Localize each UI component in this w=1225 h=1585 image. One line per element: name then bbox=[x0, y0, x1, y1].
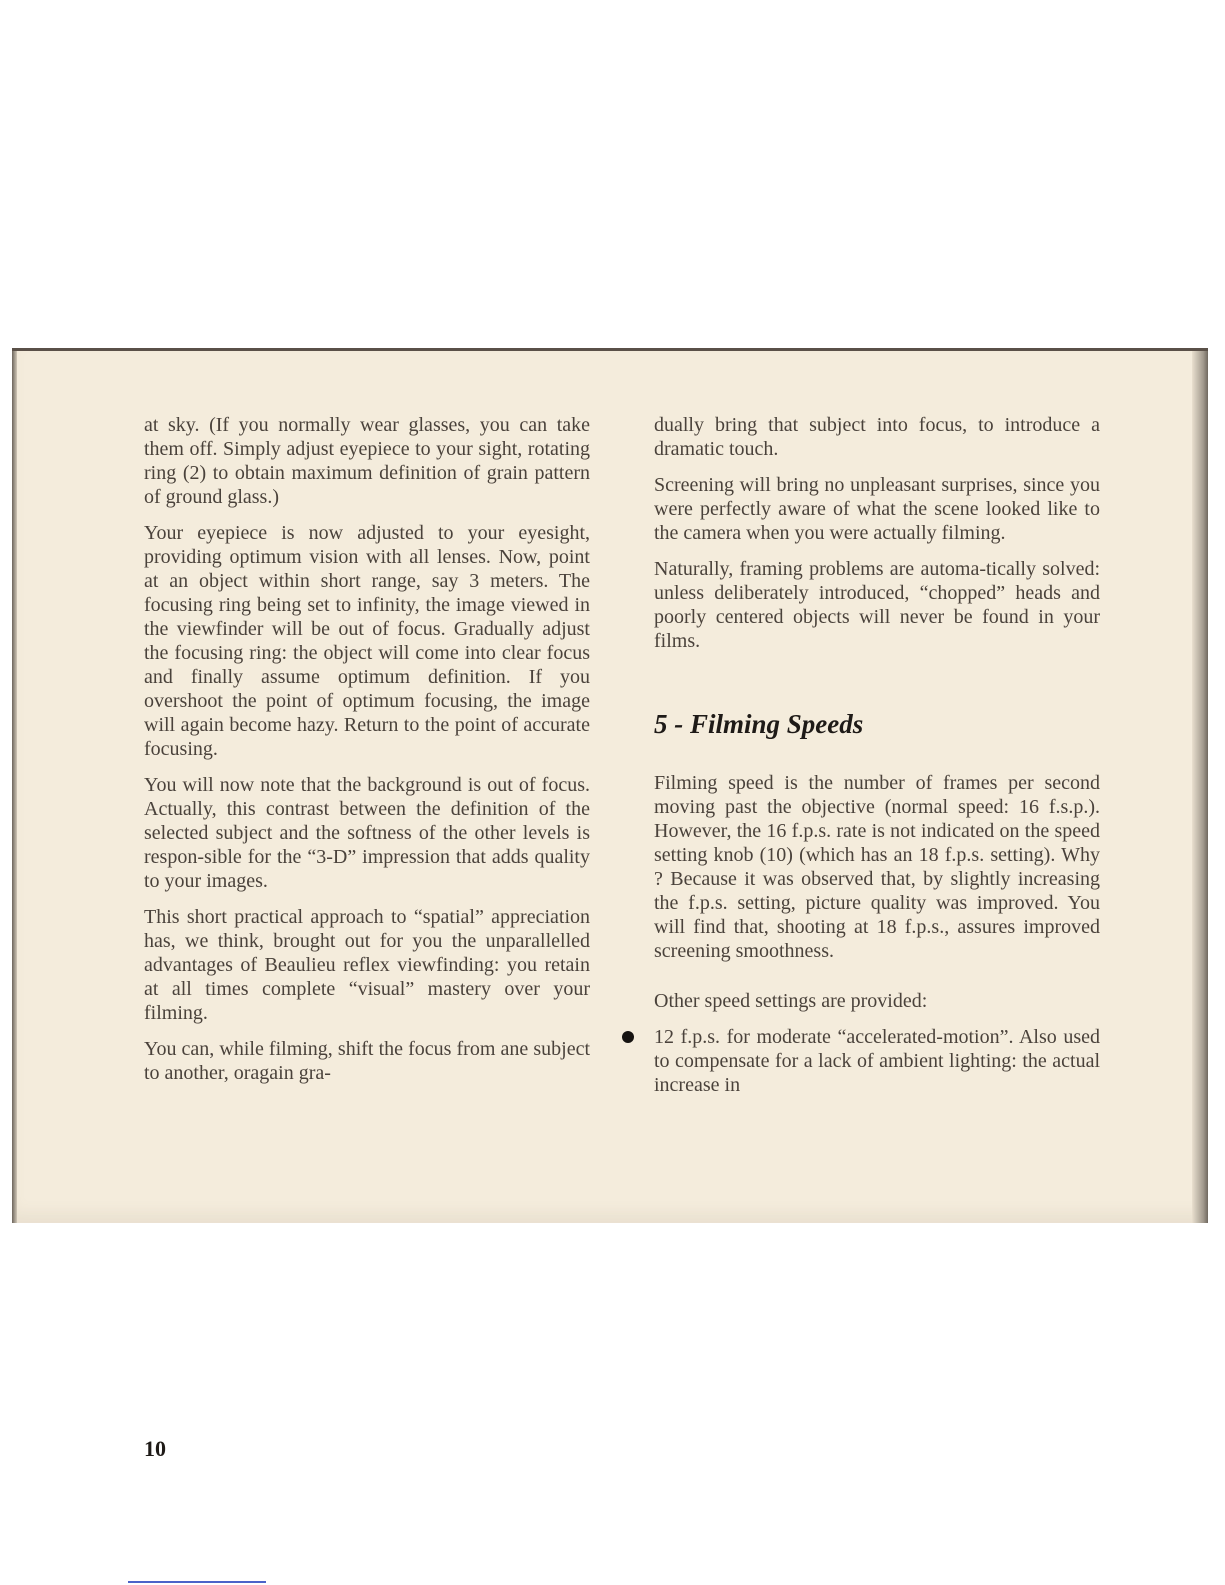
page-edge-left bbox=[12, 351, 17, 1223]
section-heading: 5 - Filming Speeds bbox=[654, 709, 864, 739]
bullet-item bbox=[654, 1025, 1100, 1097]
paragraph: Filming speed is the number of frames per second moving past the objective (normal speed: 16 f.s.p.). However, the 16 f.p.s. rate is not indicated on the speed setting knob (10) (which has an 18 f.p.s. setting). Why ? Because it was observed that, by slightly increasing the f.p.s. setting, picture quality was improved. You will find that, shooting at 18 f.p.s., assures improved screening smoothness. bbox=[654, 772, 1100, 962]
paragraph: This short practical approach to “spatial” appreciation has, we think, brought out for you the unparallelled advantages of Beaulieu reflex viewfinding: you retain at all times complete “visual” mastery over your filming. bbox=[144, 906, 590, 1024]
paragraph: Screening will bring no unpleasant surprises, since you were perfectly aware of what the scene looked like to the camera when you were actually filming. bbox=[654, 474, 1100, 544]
page-number: 10 bbox=[144, 1436, 166, 1461]
paragraph: Naturally, framing problems are automa-tically solved: unless deliberately introduced, “chopped” heads and poorly centered objects will never be found in your films. bbox=[654, 558, 1100, 652]
bullet-text: 12 f.p.s. for moderate “accelerated-motion”. Also used to compensate for a lack of ambient lighting: the actual increase in bbox=[654, 1026, 1100, 1096]
manual-page bbox=[12, 348, 1208, 1461]
left-column bbox=[144, 413, 590, 1085]
right-column bbox=[654, 413, 1100, 1097]
paragraph: Other speed settings are provided: bbox=[654, 990, 928, 1012]
bullet-dot-icon bbox=[622, 1031, 634, 1043]
paragraph: at sky. (If you normally wear glasses, you can take them off. Simply adjust eyepiece to your sight, rotating ring (2) to obtain maximum definition of grain pattern of ground glass.) bbox=[144, 414, 590, 508]
paragraph: You will now note that the background is out of focus. Actually, this contrast between the definition of the selected subject and the softness of the other levels is respon-sible for the “3-D” impression that adds quality to your images. bbox=[144, 774, 590, 892]
paragraph: dually bring that subject into focus, to introduce a dramatic touch. bbox=[654, 414, 1100, 460]
page-edge-right bbox=[1192, 351, 1208, 1223]
paragraph: You can, while filming, shift the focus from ane subject to another, oragain gra- bbox=[144, 1038, 590, 1084]
underline-link-mark bbox=[128, 1581, 266, 1583]
paragraph: Your eyepiece is now adjusted to your eyesight, providing optimum vision with all lenses. Now, point at an object within short range, say 3 meters. The focusing ring being set to infinity, the image viewed in the viewfinder will be out of focus. Gradually adjust the focusing ring: the object will come into clear focus and finally assume optimum definition. If you overshoot the point of optimum focusing, the image will again become hazy. Return to the point of accurate focusing. bbox=[144, 522, 590, 760]
